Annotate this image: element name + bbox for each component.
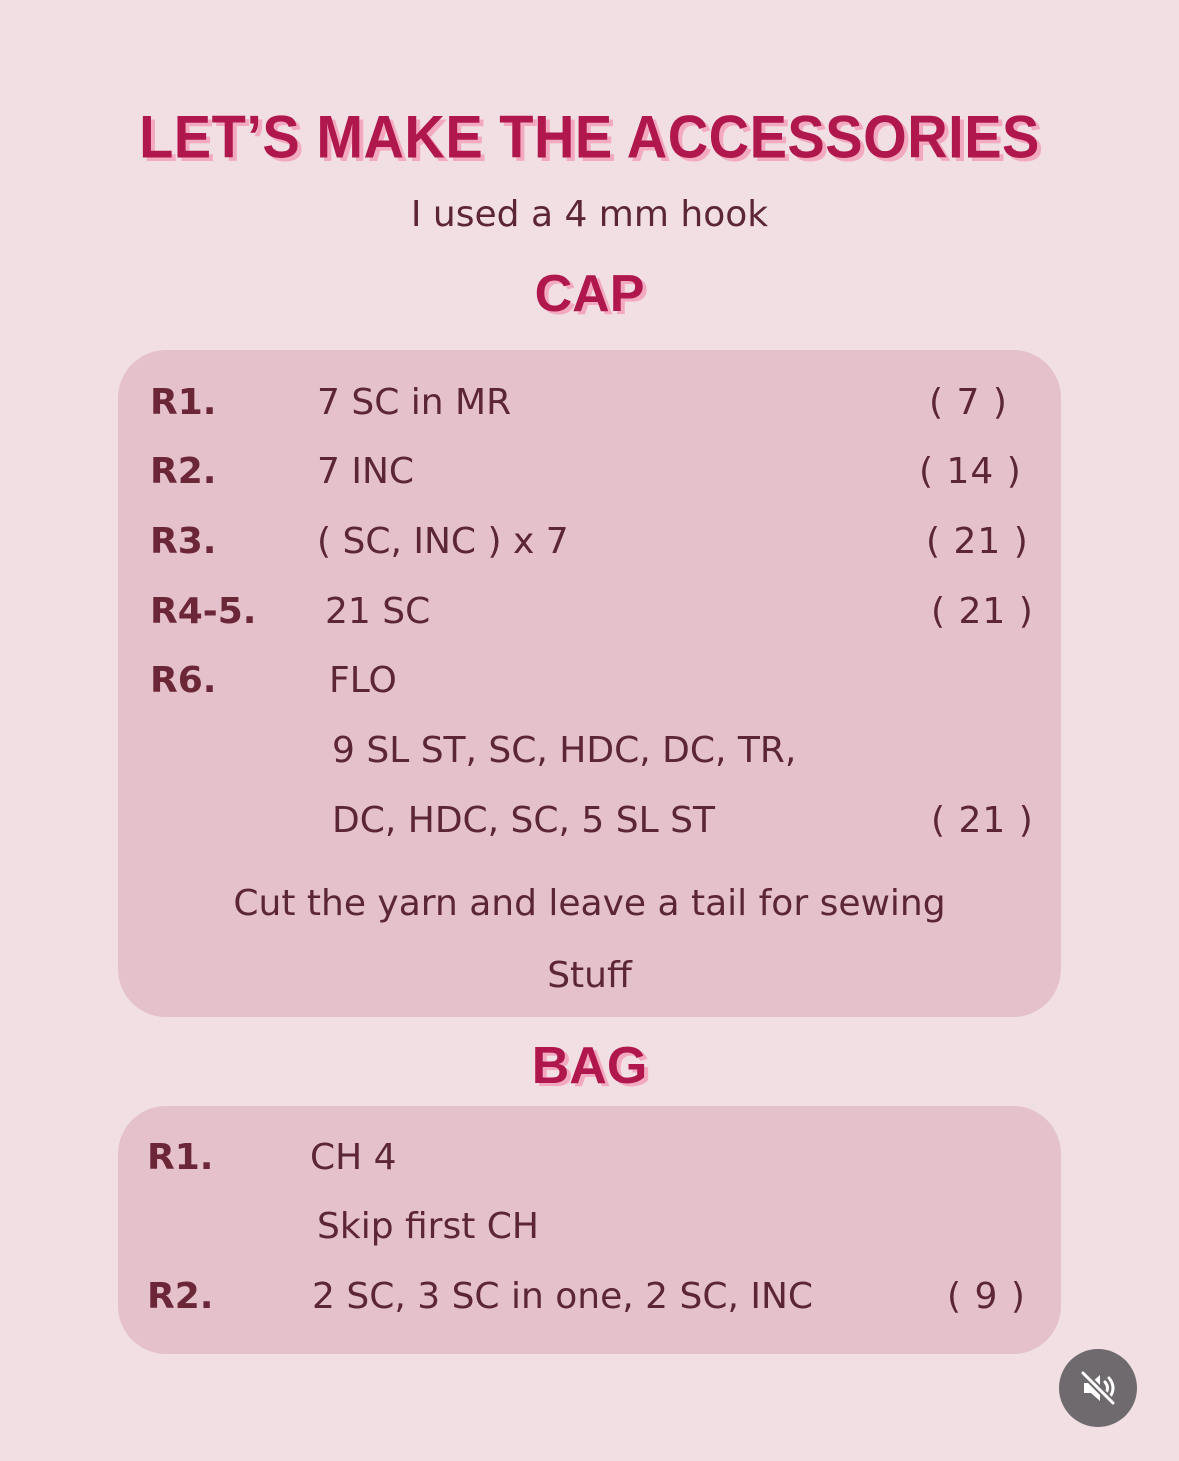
cap-row-instruction: FLO — [329, 660, 397, 701]
hook-size-note: I used a 4 mm hook — [410, 194, 769, 235]
cap-row-label: R6. — [150, 660, 217, 701]
cap-row-label: R1. — [150, 382, 217, 423]
bag-row-instruction: 2 SC, 3 SC in one, 2 SC, INC — [312, 1276, 814, 1317]
bag-row-label: R1. — [147, 1137, 214, 1178]
cap-row-stitch-count: ( 21 ) — [931, 591, 1034, 632]
bag-row-instruction: CH 4 — [310, 1137, 397, 1178]
bag-row-label: R2. — [147, 1276, 214, 1317]
speaker-muted-icon — [1078, 1368, 1118, 1408]
cap-stuff-note: Stuff — [547, 955, 632, 996]
cap-finishing-note: Cut the yarn and leave a tail for sewing — [233, 883, 946, 924]
cap-row-instruction: 9 SL ST, SC, HDC, DC, TR, — [332, 730, 797, 771]
bag-pattern-card — [118, 1106, 1061, 1354]
cap-pattern-card — [118, 350, 1061, 1017]
cap-row-label: R2. — [150, 451, 217, 492]
cap-row-stitch-count: ( 21 ) — [931, 800, 1034, 841]
bag-row-instruction: Skip first CH — [317, 1206, 539, 1247]
cap-row-instruction: 21 SC — [325, 591, 431, 632]
cap-row-stitch-count: ( 7 ) — [929, 382, 1008, 423]
cap-row-stitch-count: ( 21 ) — [926, 521, 1029, 562]
cap-row-instruction: 7 INC — [317, 451, 415, 492]
cap-row-instruction: ( SC, INC ) x 7 — [317, 521, 569, 562]
cap-row-stitch-count: ( 14 ) — [919, 451, 1022, 492]
cap-row-label: R4-5. — [150, 591, 257, 632]
cap-row-instruction: 7 SC in MR — [317, 382, 512, 423]
mute-toggle-button[interactable] — [1059, 1349, 1137, 1427]
cap-row-label: R3. — [150, 521, 217, 562]
cap-row-instruction: DC, HDC, SC, 5 SL ST — [332, 800, 715, 841]
page-title: LET’S MAKE THE ACCESSORIES — [139, 102, 1040, 171]
bag-heading: BAG — [531, 1037, 648, 1095]
bag-row-stitch-count: ( 9 ) — [947, 1276, 1026, 1317]
cap-heading: CAP — [534, 265, 645, 323]
